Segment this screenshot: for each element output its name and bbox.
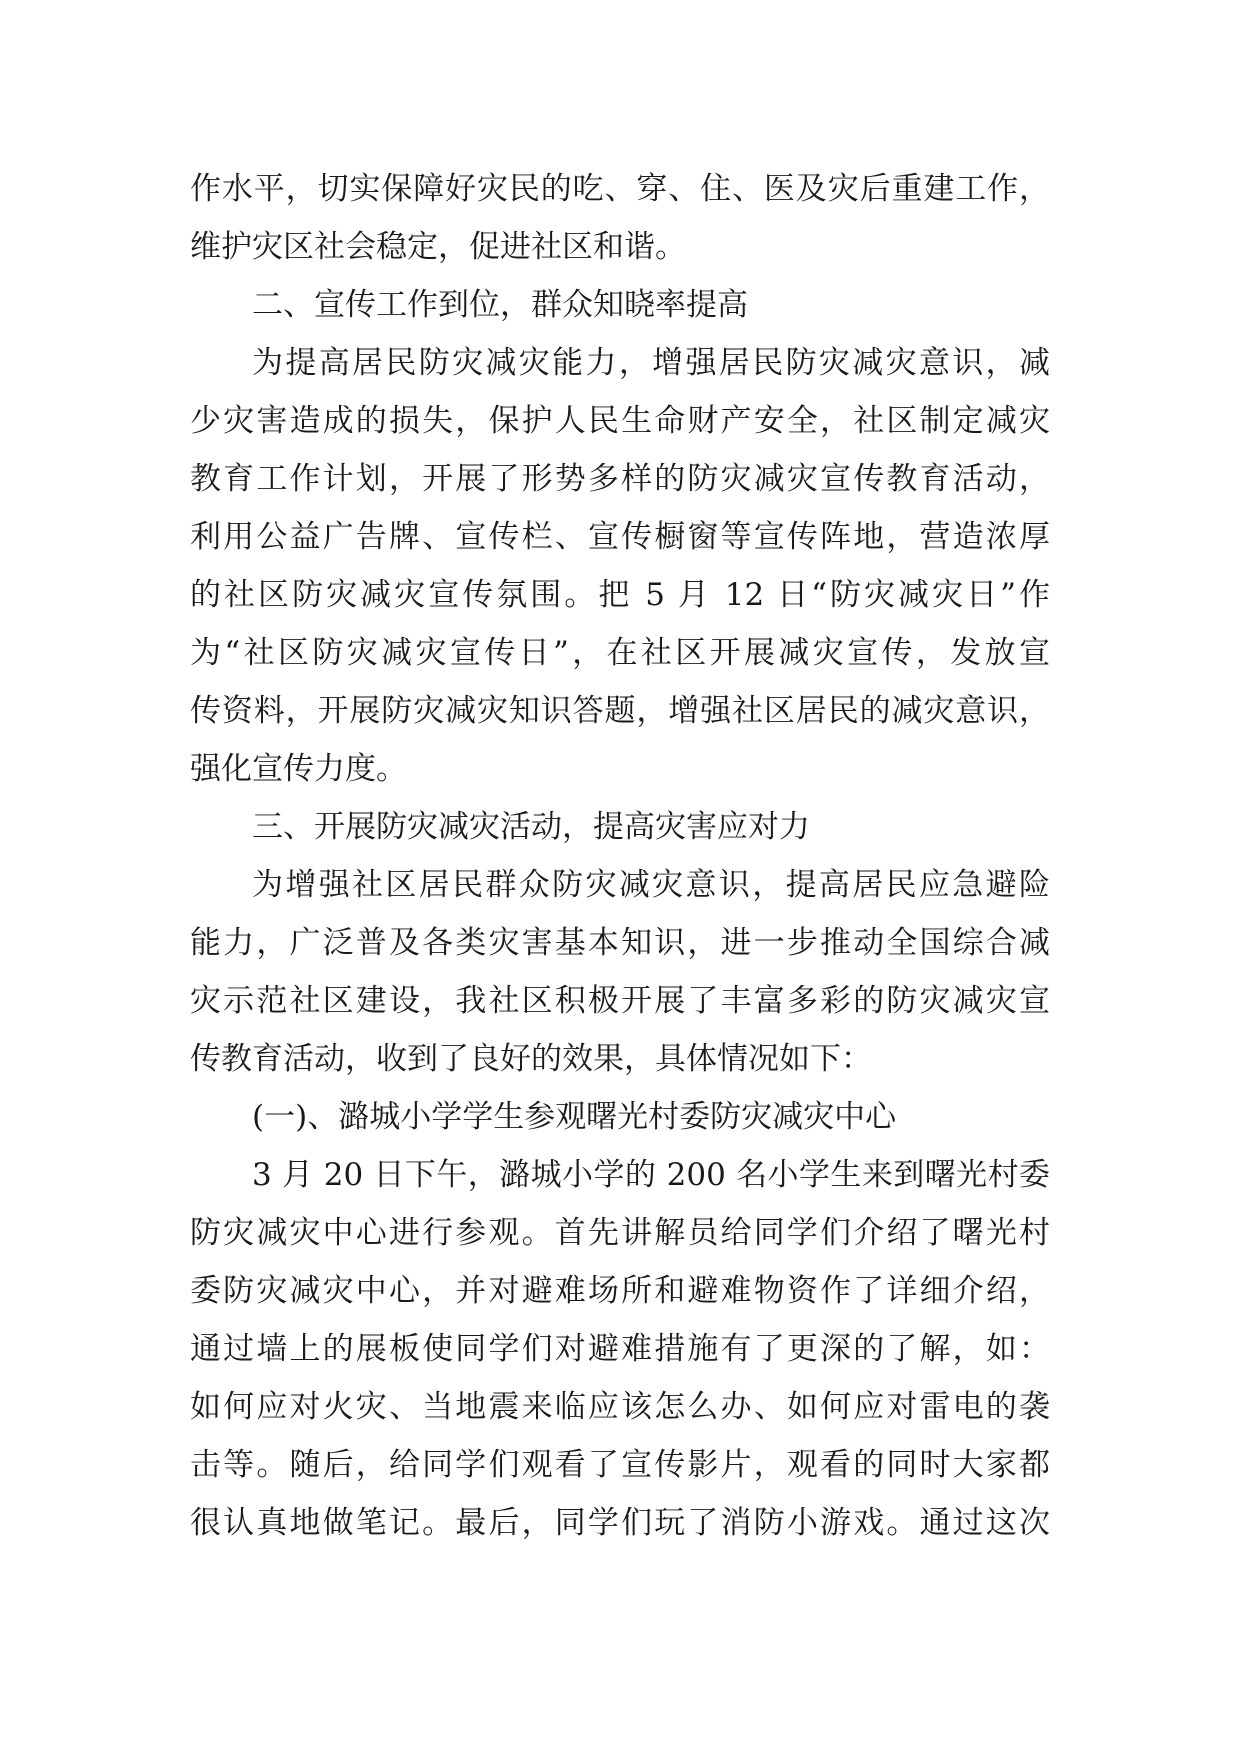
text-line: 少灾害造成的损失，保护人民生命财产安全，社区制定减灾 bbox=[190, 403, 1050, 439]
text-line: 为提高居民防灾减灾能力，增强居民防灾减灾意识，减 bbox=[252, 345, 1050, 381]
text-line: 作水平，切实保障好灾民的吃、穿、住、医及灾后重建工作， bbox=[190, 171, 1050, 207]
body-text bbox=[190, 160, 1050, 1552]
text-line: 利用公益广告牌、宣传栏、宣传橱窗等宣传阵地，营造浓厚 bbox=[190, 519, 1050, 555]
text-line: 为“社区防灾减灾宣传日”，在社区开展减灾宣传，发放宣 bbox=[190, 635, 1050, 671]
text-line: 委防灾减灾中心，并对避难场所和避难物资作了详细介绍， bbox=[190, 1273, 1050, 1309]
text-line: 如何应对火灾、当地震来临应该怎么办、如何应对雷电的袭 bbox=[190, 1389, 1050, 1425]
text-line: (一)、潞城小学学生参观曙光村委防灾减灾中心 bbox=[252, 1099, 897, 1135]
text-line: 灾示范社区建设，我社区积极开展了丰富多彩的防灾减灾宣 bbox=[190, 983, 1050, 1019]
text-line: 击等。随后，给同学们观看了宣传影片，观看的同时大家都 bbox=[190, 1447, 1050, 1483]
text-line: 维护灾区社会稳定，促进社区和谐。 bbox=[190, 229, 686, 265]
text-line: 的社区防灾减灾宣传氛围。把 5 月 12 日“防灾减灾日”作 bbox=[190, 577, 1050, 613]
text-line: 传资料，开展防灾减灾知识答题，增强社区居民的减灾意识， bbox=[190, 693, 1050, 729]
text-line: 防灾减灾中心进行参观。首先讲解员给同学们介绍了曙光村 bbox=[190, 1215, 1050, 1251]
text-line: 3 月 20 日下午，潞城小学的 200 名小学生来到曙光村委 bbox=[252, 1157, 1050, 1193]
text-line: 传教育活动，收到了良好的效果，具体情况如下： bbox=[190, 1041, 872, 1077]
text-line: 三、开展防灾减灾活动，提高灾害应对力 bbox=[252, 809, 810, 845]
text-line: 教育工作计划，开展了形势多样的防灾减灾宣传教育活动， bbox=[190, 461, 1050, 497]
text-line: 能力，广泛普及各类灾害基本知识，进一步推动全国综合减 bbox=[190, 925, 1050, 961]
text-line: 为增强社区居民群众防灾减灾意识，提高居民应急避险 bbox=[252, 867, 1050, 903]
text-line: 很认真地做笔记。最后，同学们玩了消防小游戏。通过这次 bbox=[190, 1505, 1050, 1541]
text-line: 通过墙上的展板使同学们对避难措施有了更深的了解，如： bbox=[190, 1331, 1050, 1367]
text-line: 二、宣传工作到位，群众知晓率提高 bbox=[252, 287, 748, 323]
text-line: 强化宣传力度。 bbox=[190, 751, 407, 787]
